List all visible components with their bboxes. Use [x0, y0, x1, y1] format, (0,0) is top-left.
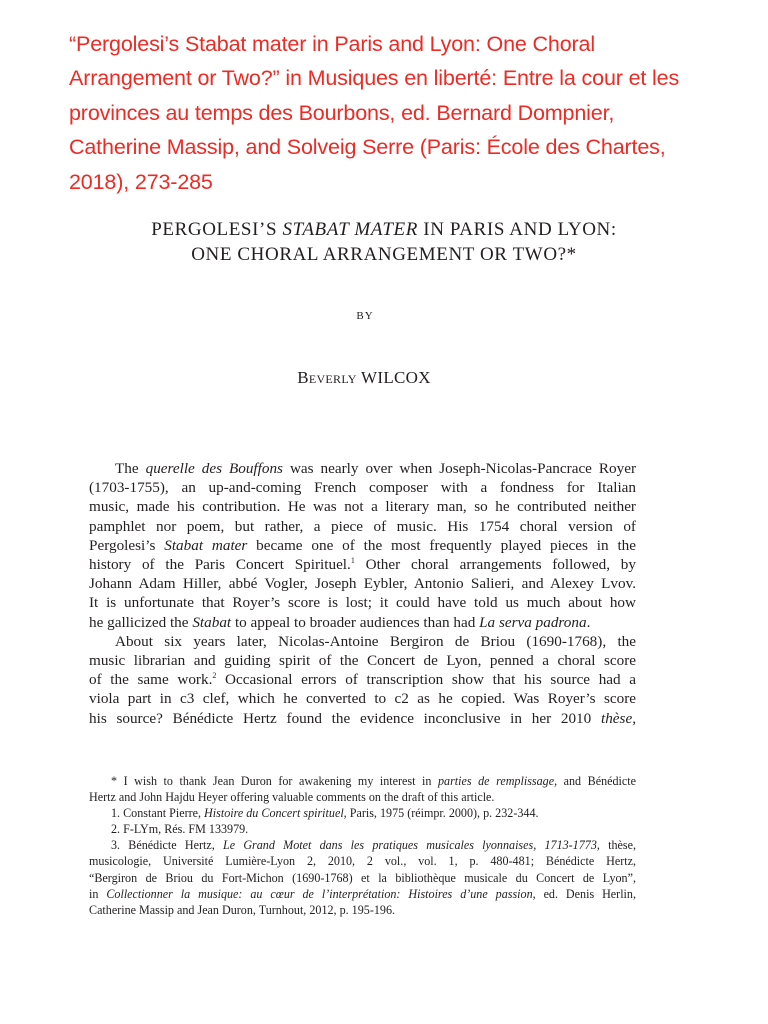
text-line: in Collectionner la musique: au cœur de l’interprétation: Histoires d’une passion, ed. Denis Herlin, [89, 886, 636, 901]
text-line: (1703-1755), an up-and-coming French composer with a fondness for Italian [89, 479, 636, 497]
text-line: pamphlet nor poem, but rather, a piece of music. His 1754 choral version of [89, 517, 636, 535]
text-line: of the same work.$^2$ Occasional errors of transcription show that his source had a [89, 671, 637, 689]
paragraph-1 [89, 459, 636, 632]
italic-phrase: Collectionner la musique: au cœur de l’interprétation: Histoires d’une passion, [106, 886, 536, 901]
text-line: Hertz and John Hajdu Heyer offering valuable comments on the draft of this article. [89, 790, 495, 805]
text-line: Catherine Massip and Jean Duron, Turnhout, 2012, p. 195-196. [89, 902, 396, 917]
footnote-marker: 2 [212, 671, 217, 681]
byline: BY [356, 310, 374, 322]
text-line: music librarian and guiding spirit of the Concert de Lyon, penned a choral score [89, 652, 636, 670]
text-line: he gallicized the Stabat to appeal to broader audiences than had La serva padrona. [89, 613, 591, 631]
citation-line: Arrangement or Two?” in Musiques en liberté: Entre la cour et les [69, 66, 680, 91]
italic-phrase: querelle des Bouffons [145, 460, 283, 477]
citation-line: “Pergolesi’s Stabat mater in Paris and Lyon: One Choral [69, 32, 595, 56]
text-line: musicologie, Université Lumière-Lyon 2, 2010, 2 vol., vol. 1, p. 480-481; Bénédicte Hertz, [89, 854, 636, 869]
footnote-2 [89, 821, 636, 837]
citation-header [69, 27, 759, 199]
text-line: his source? Bénédicte Hertz found the evidence inconclusive in her 2010 thèse, [89, 709, 636, 727]
text-line: The querelle des Bouffons was nearly over when Joseph-Nicolas-Pancrace Royer [115, 460, 637, 477]
title-segment: IN PARIS AND LYON: [417, 219, 617, 240]
citation-line: 2018), 273-285 [69, 169, 213, 194]
title-line-2: ONE CHORAL ARRANGEMENT OR TWO?* [191, 244, 577, 265]
footnotes [89, 773, 636, 918]
footnote-1 [89, 805, 636, 821]
text-line: Johann Adam Hiller, abbé Vogler, Joseph Eybler, Antonio Salieri, and Alexey Lvov. [89, 575, 636, 593]
citation-line: Catherine Massip, and Solveig Serre (Paris: École des Chartes, [69, 135, 666, 160]
text-line: Pergolesi’s Stabat mater became one of the most frequently played pieces in the [89, 536, 637, 554]
paragraph-2 [89, 632, 636, 728]
citation-line: provinces au temps des Bourbons, ed. Bernard Dompnier, [69, 100, 615, 125]
italic-phrase: Le Grand Motet dans les pratiques musicales lyonnaises, 1713-1773 [223, 838, 597, 853]
text-line: history of the Paris Concert Spirituel.$^1$ Other choral arrangements followed, by [89, 556, 636, 574]
text-line: It is unfortunate that Royer’s score is lost; it could have told us much about how [89, 594, 636, 612]
footnote-3 [89, 837, 636, 917]
italic-phrase: La serva padrona [479, 613, 587, 631]
italic-phrase: Histoire du Concert spirituel, [204, 806, 347, 821]
italic-phrase: parties de remplissage, [437, 774, 558, 788]
italic-phrase: Stabat [192, 613, 232, 631]
text-line: music, made his contribution. He was not a literary man, so he contributed neither [89, 498, 636, 516]
text-line: 1. Constant Pierre, Histoire du Concert spirituel, Paris, 1975 (réimpr. 2000), p. 232-344. [111, 806, 539, 821]
italic-phrase: thèse [600, 709, 633, 727]
title-line-1 [0, 217, 768, 242]
title-segment: PERGOLESI’S [151, 219, 283, 240]
body-text [89, 459, 636, 728]
title-italic-segment: STABAT MATER [282, 219, 418, 240]
footnote-marker: 1 [350, 556, 355, 566]
footnote-acknowledgement [89, 773, 636, 805]
author-first-name: Beverly [297, 368, 357, 387]
text-line: “Bergiron de Briou du Fort-Michon (1690-1768) et la bibliothèque musicale du Concert de Lyon”, [89, 870, 636, 885]
italic-phrase: Stabat mater [164, 536, 248, 554]
text-line: * I wish to thank Jean Duron for awakening my interest in parties de remplissage, and Bénédicte [111, 774, 636, 788]
text-line: 2. F-LYm, Rés. FM 133979. [111, 822, 249, 837]
text-line: viola part in c3 clef, which he converted to c2 as he copied. Was Royer’s score [89, 690, 636, 708]
article-title [0, 217, 768, 267]
author-name [0, 368, 728, 388]
text-line: About six years later, Nicolas-Antoine Bergiron de Briou (1690-1768), the [115, 632, 636, 650]
author-last-name: WILCOX [361, 368, 431, 387]
text-line: 3. Bénédicte Hertz, Le Grand Motet dans les pratiques musicales lyonnaises, 1713-1773, thèse, [111, 838, 637, 853]
